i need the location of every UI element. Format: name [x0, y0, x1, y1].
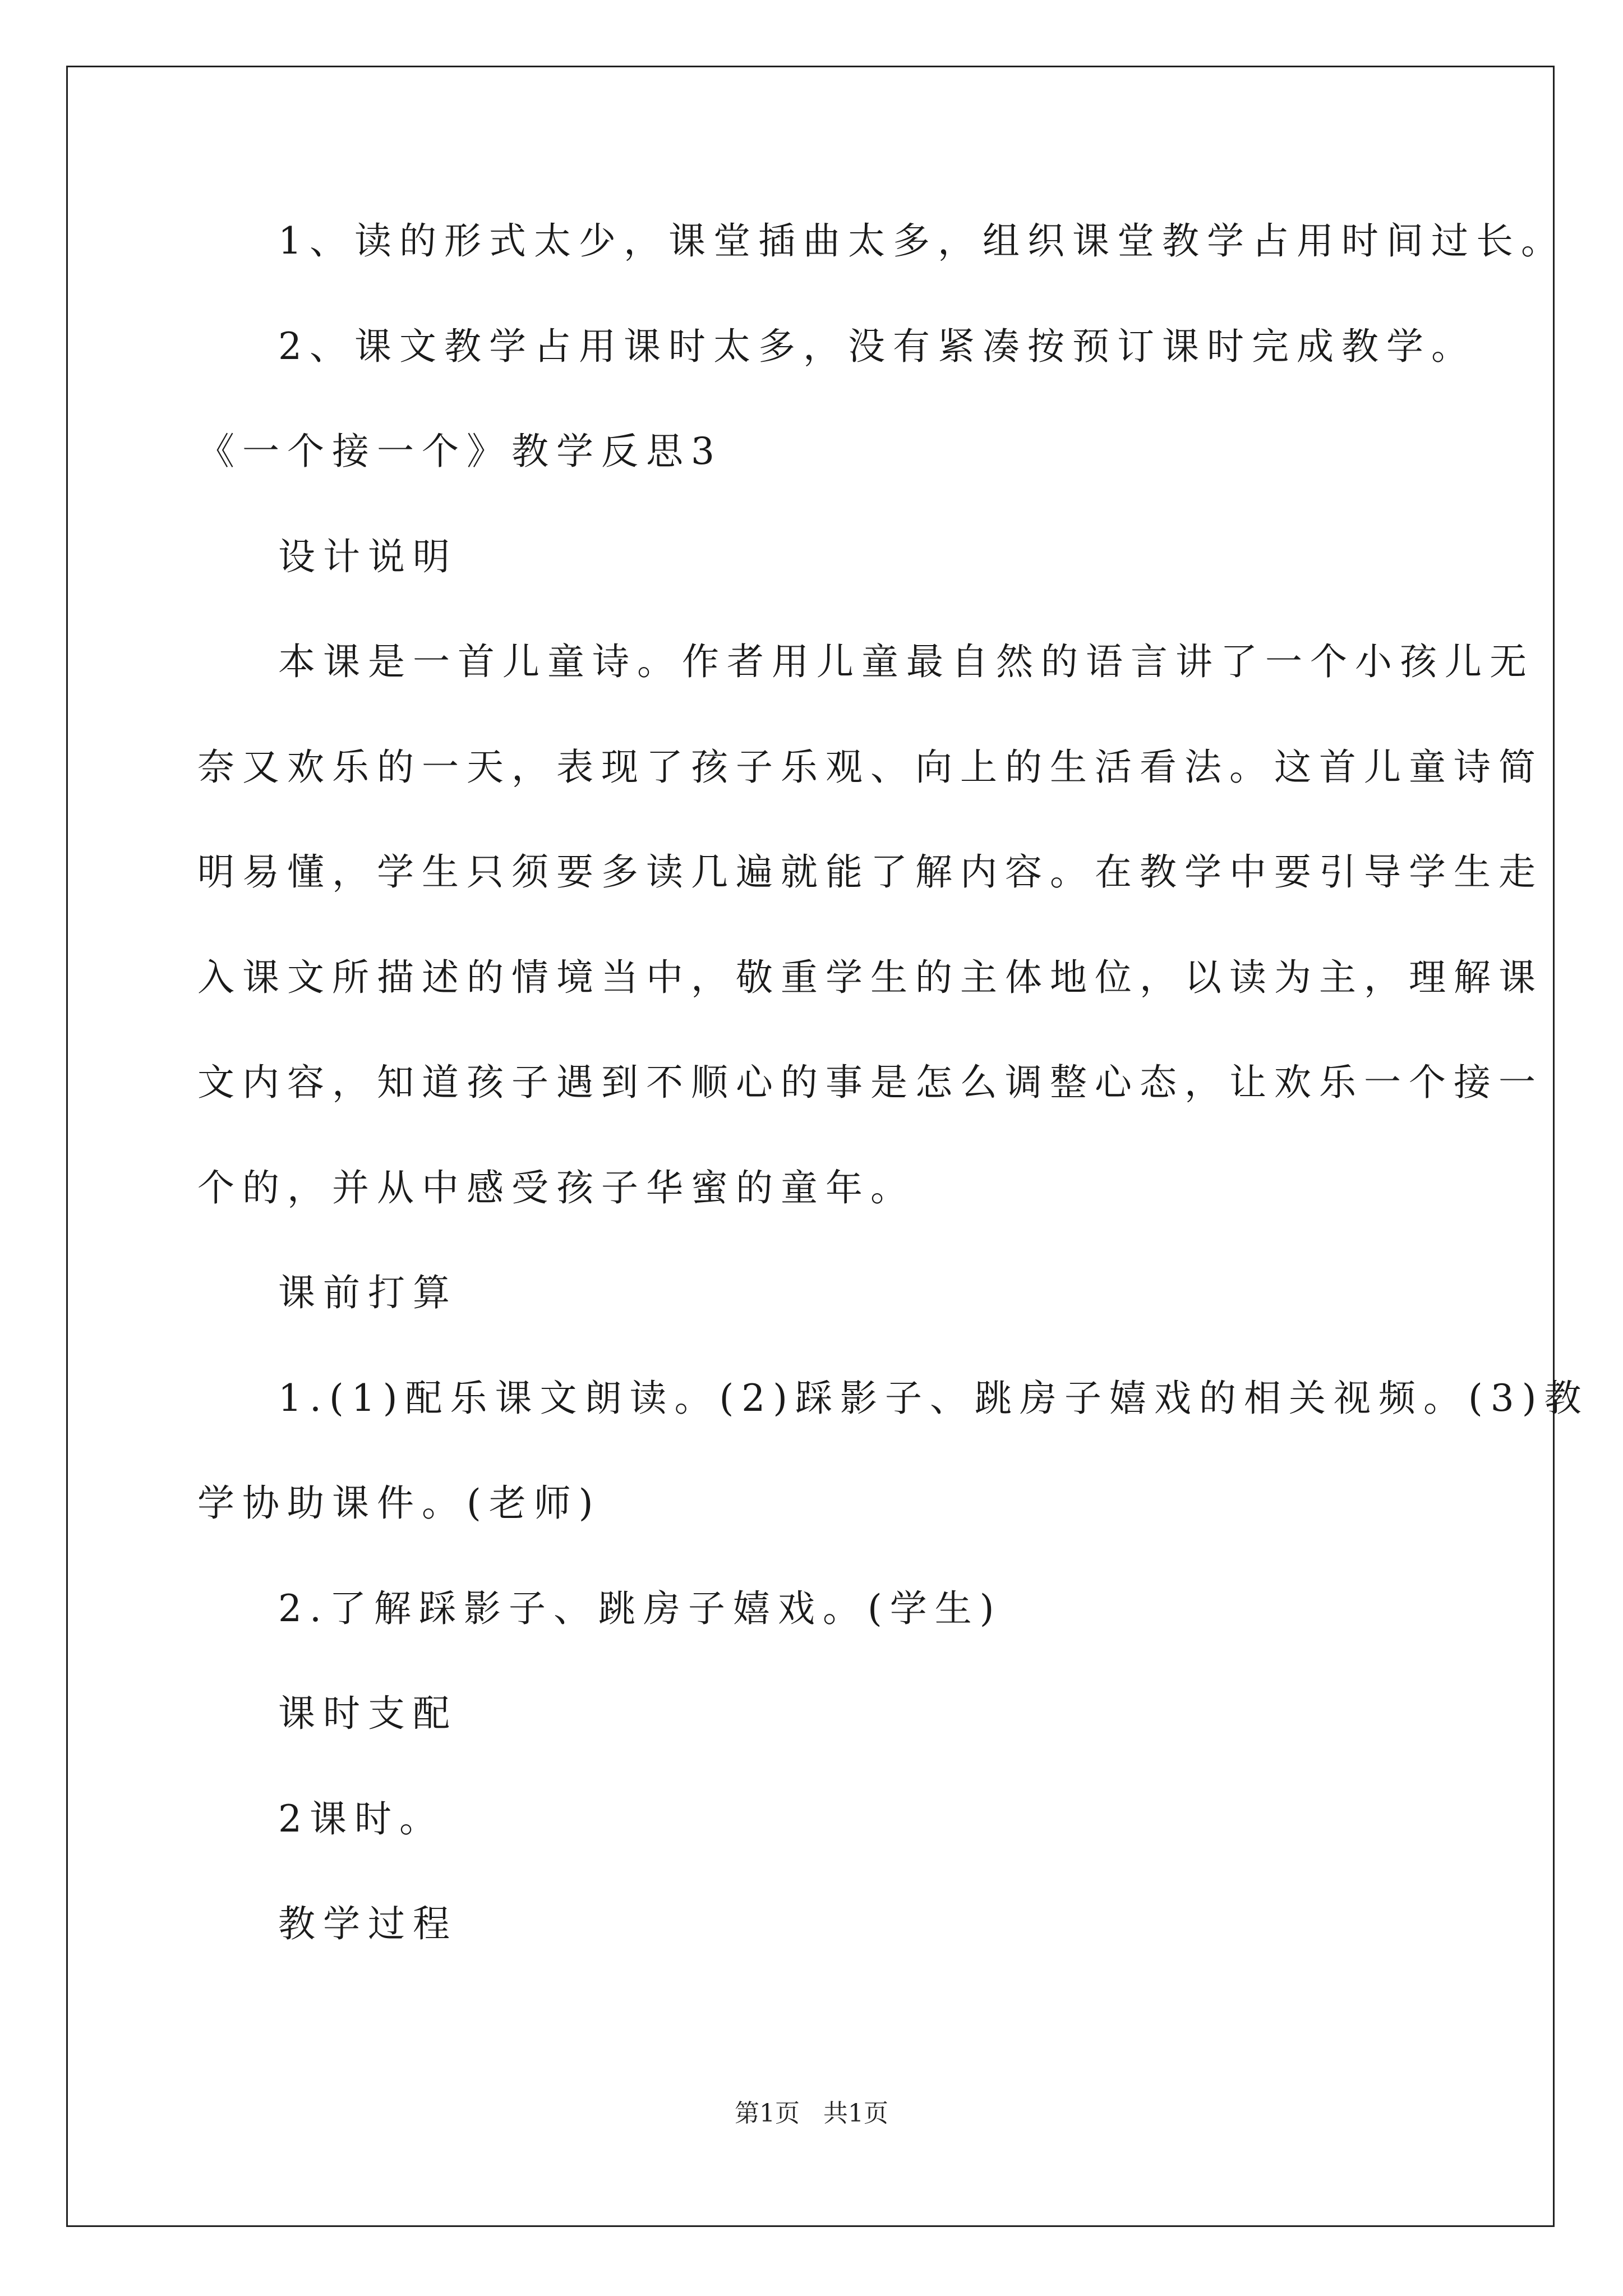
page-number-current: 第1页 [735, 2099, 800, 2128]
section-title: 《一个接一个》教学反思3 [197, 430, 722, 473]
paragraph-line: 2课时。 [278, 1797, 444, 1841]
paragraph-line: 奈又欢乐的一天，表现了孩子乐观、向上的生活看法。这首儿童诗简 [197, 746, 1543, 789]
paragraph-line: 文内容，知道孩子遇到不顺心的事是怎么调整心态，让欢乐一个接一 [197, 1061, 1543, 1104]
paragraph-line: 入课文所描述的情境当中，敬重学生的主体地位，以读为主，理解课 [197, 956, 1543, 999]
paragraph-line: 1、读的形式太少，课堂插曲太多，组织课堂教学占用时间过长。 [278, 219, 1566, 263]
section-heading: 课前打算 [278, 1271, 458, 1314]
page-footer [0, 2097, 1623, 2131]
page-number-total: 共1页 [823, 2099, 888, 2128]
paragraph-line: 1.(1)配乐课文朗读。(2)踩影子、跳房子嬉戏的相关视频。(3)教 [278, 1377, 1589, 1420]
paragraph-line: 2.了解踩影子、跳房子嬉戏。(学生) [278, 1587, 1002, 1630]
section-heading: 教学过程 [278, 1902, 458, 1945]
paragraph-line: 学协助课件。(老师) [197, 1481, 601, 1525]
paragraph-line: 明易懂，学生只须要多读几遍就能了解内容。在教学中要引导学生走 [197, 850, 1543, 894]
paragraph-line: 本课是一首儿童诗。作者用儿童最自然的语言讲了一个小孩儿无 [278, 640, 1534, 683]
paragraph-line: 2、课文教学占用课时太多，没有紧凑按预订课时完成教学。 [278, 325, 1476, 368]
section-heading: 课时支配 [278, 1692, 458, 1735]
paragraph-line: 个的，并从中感受孩子华蜜的童年。 [197, 1166, 915, 1209]
section-heading: 设计说明 [278, 535, 458, 578]
